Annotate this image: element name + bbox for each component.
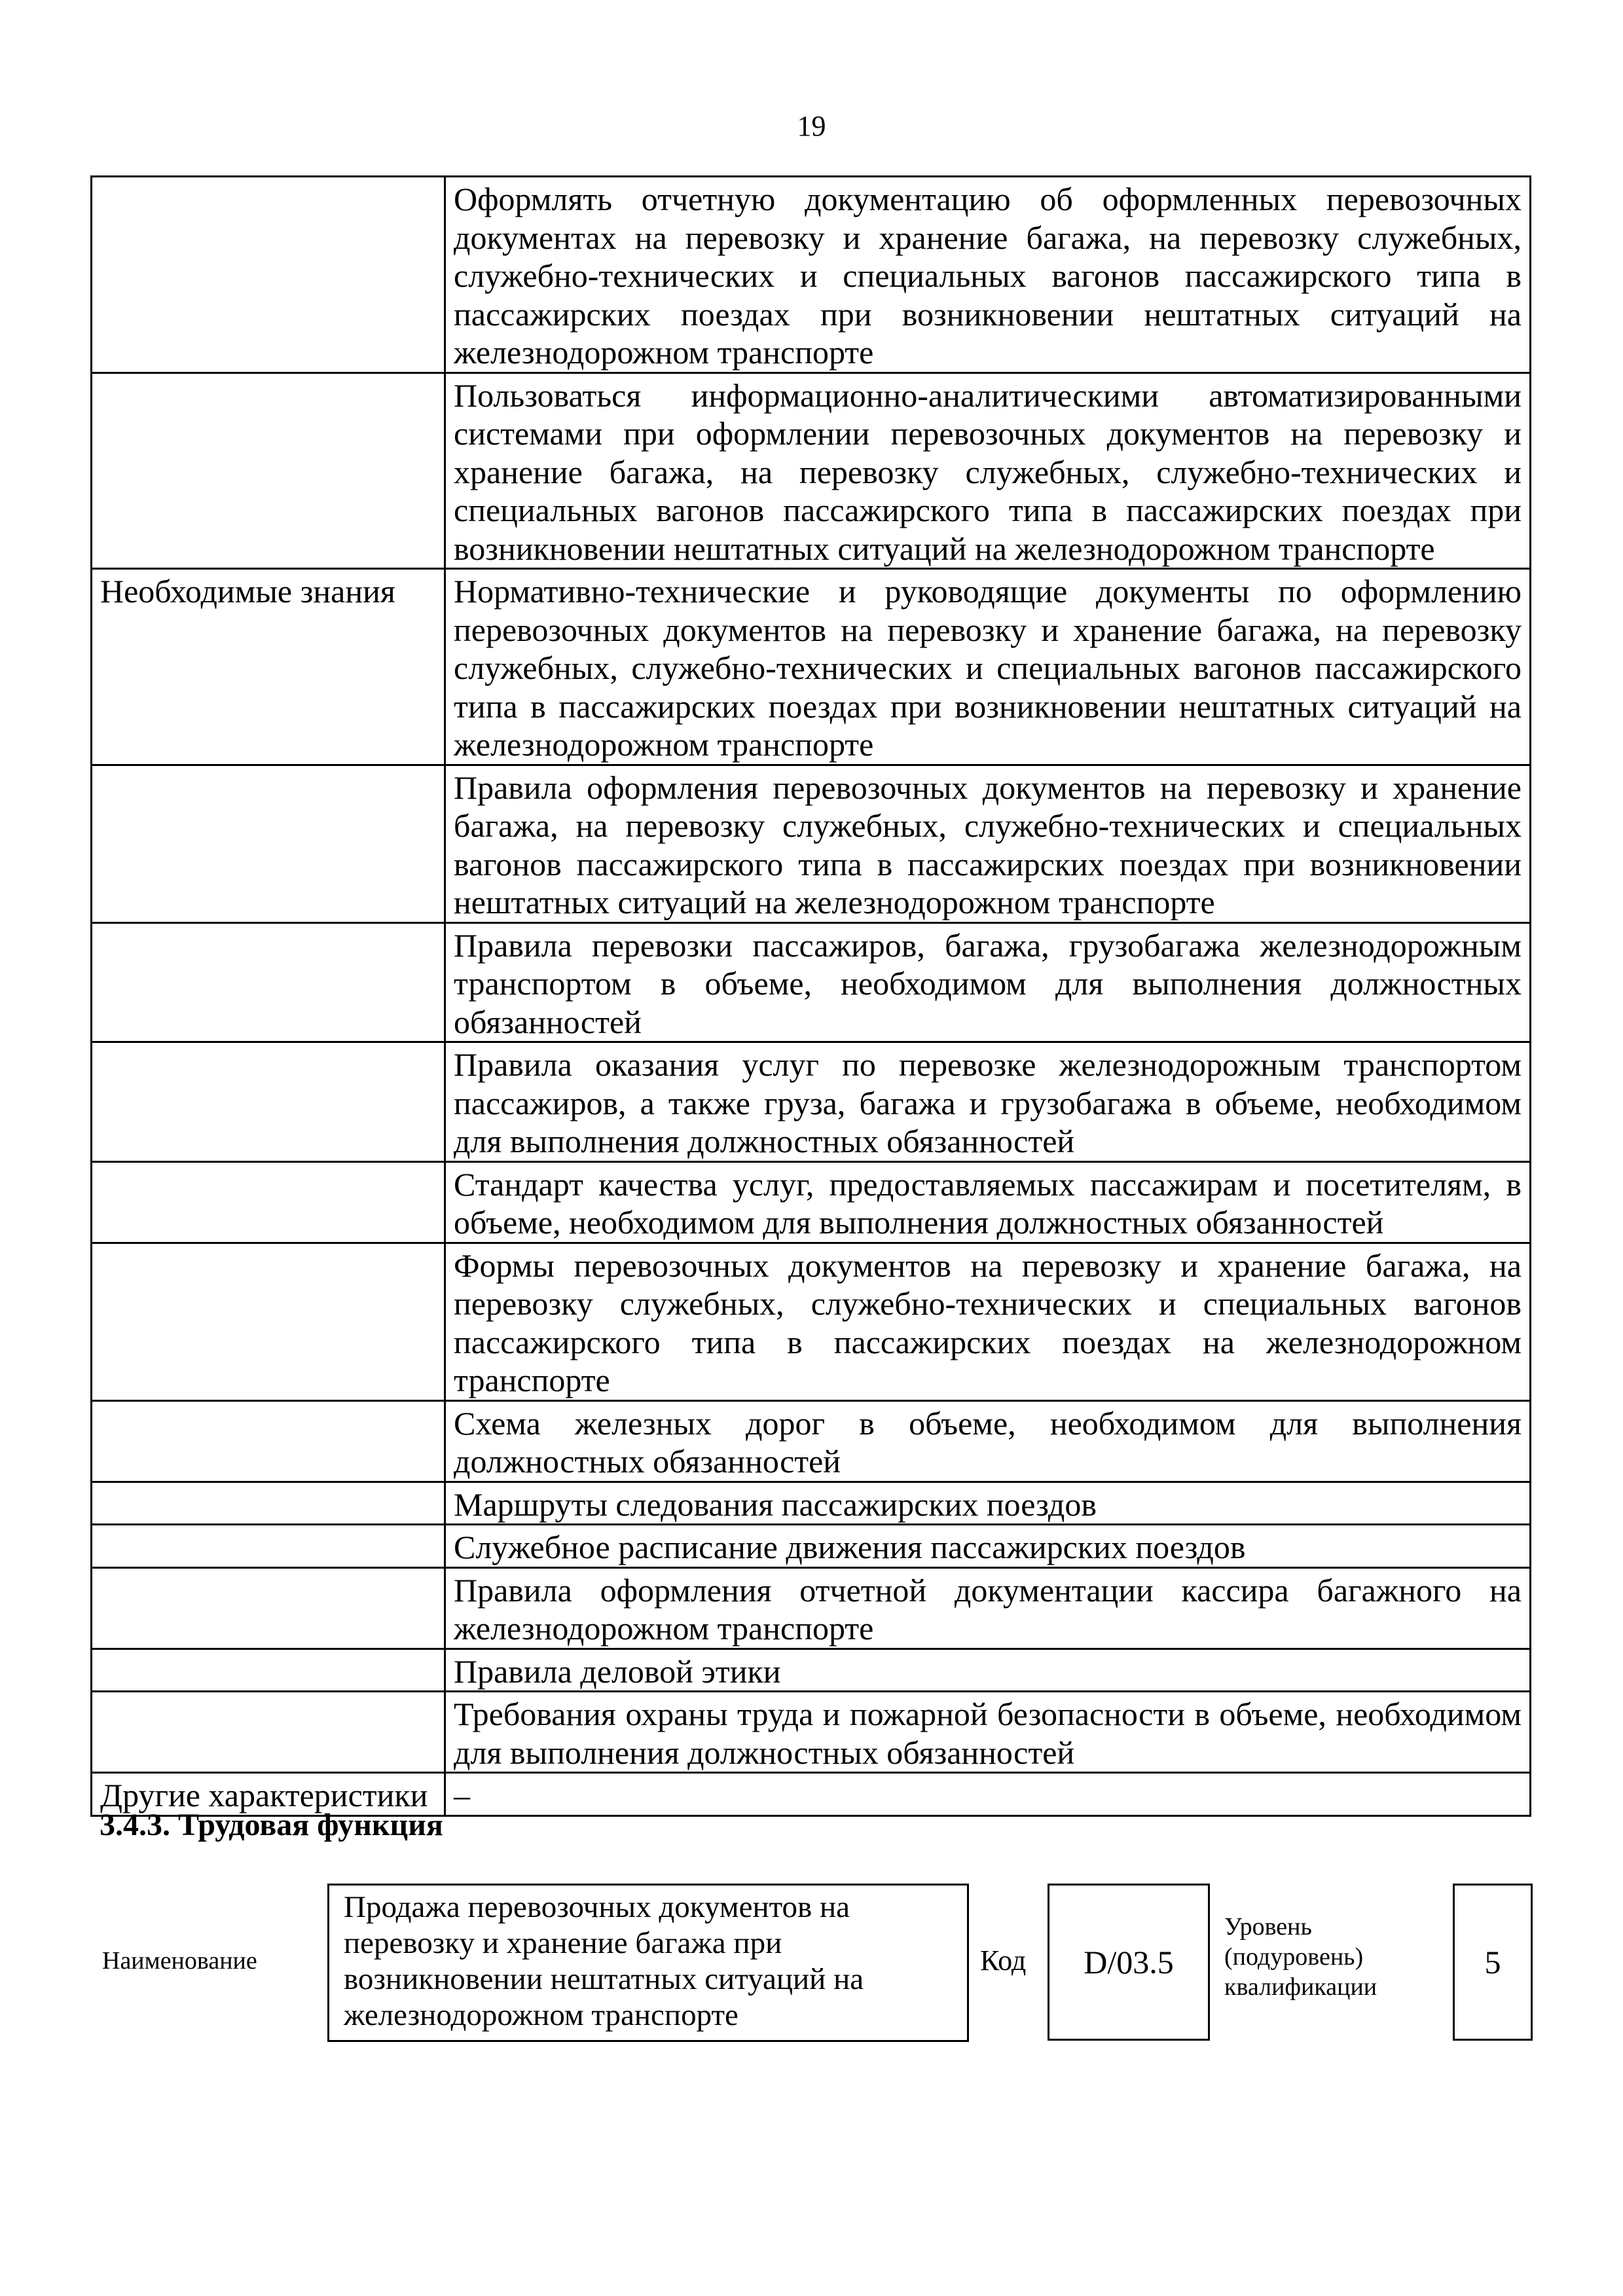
- row-text: Правила перевозки пассажиров, багажа, грузобагажа железнодорожным транспортом в объеме, необходимом для выполнения должностных обязанностей: [445, 922, 1531, 1042]
- row-text: Требования охраны труда и пожарной безопасности в объеме, необходимом для выполнения должностных обязанностей: [445, 1692, 1531, 1773]
- table-row: [92, 1525, 1531, 1568]
- row-text: Схема железных дорог в объеме, необходимом для выполнения должностных обязанностей: [445, 1400, 1531, 1482]
- row-label: [92, 1525, 445, 1568]
- row-text: –: [445, 1773, 1531, 1816]
- table-row: [92, 1161, 1531, 1243]
- row-label: [92, 1042, 445, 1162]
- level-value: 5: [1453, 1884, 1533, 2041]
- row-label: [92, 1482, 445, 1525]
- name-label: Наименование: [102, 1947, 257, 1975]
- row-label: [92, 1400, 445, 1482]
- row-label-other: Другие характеристики: [92, 1773, 445, 1816]
- row-label: [92, 765, 445, 922]
- table-row: [92, 1482, 1531, 1525]
- row-text: Правила деловой этики: [445, 1649, 1531, 1692]
- row-text: Правила оформления перевозочных документов на перевозку и хранение багажа, на перевозку служебных, служебно-технических и специальных вагонов пассажирского типа в пассажирских поездах при возникновении нештатных ситуаций на железнодорожном транспорте: [445, 765, 1531, 922]
- code-value: D/03.5: [1048, 1884, 1210, 2041]
- section-heading: 3.4.3. Трудовая функция: [100, 1808, 443, 1842]
- row-text: Пользоваться информационно-аналитическими автоматизированными системами при оформлении перевозочных документов на перевозку и хранение багажа, на перевозку служебных, служебно-технических и специальных вагонов пассажирского типа в пассажирских поездах при возникновении нештатных ситуаций на железнодорожном транспорте: [445, 373, 1531, 569]
- code-label: Код: [980, 1944, 1027, 1977]
- table-row: [92, 1042, 1531, 1162]
- row-label: [92, 373, 445, 569]
- table-row: [92, 765, 1531, 922]
- row-label: [92, 1567, 445, 1649]
- table-row: [92, 1400, 1531, 1482]
- row-text: Маршруты следования пассажирских поездов: [445, 1482, 1531, 1525]
- level-label: Уровень (подуровень) квалификации: [1224, 1913, 1377, 2001]
- row-label: [92, 1161, 445, 1243]
- row-text: Формы перевозочных документов на перевозку и хранение багажа, на перевозку служебных, служебно-технических и специальных вагонов пассажирского типа в пассажирских поездах на железнодорожном транспорте: [445, 1243, 1531, 1400]
- table-row: [92, 1567, 1531, 1649]
- row-label: [92, 177, 445, 373]
- table-row: [92, 1692, 1531, 1773]
- table-row: [92, 177, 1531, 373]
- row-text: Стандарт качества услуг, предоставляемых пассажирам и посетителям, в объеме, необходимом для выполнения должностных обязанностей: [445, 1161, 1531, 1243]
- name-value: Продажа перевозочных документов на перевозку и хранение багажа при возникновении нештатных ситуаций на железнодорожном транспорте: [327, 1884, 969, 2042]
- row-label: [92, 1243, 445, 1400]
- row-text: Правила оказания услуг по перевозке железнодорожным транспортом пассажиров, а также груза, багажа и грузобагажа в объеме, необходимом для выполнения должностных обязанностей: [445, 1042, 1531, 1162]
- row-label-knowledge: Необходимые знания: [92, 569, 445, 765]
- row-label: [92, 1649, 445, 1692]
- table-row: [92, 1649, 1531, 1692]
- row-text: Служебное расписание движения пассажирских поездов: [445, 1525, 1531, 1568]
- table-row: [92, 569, 1531, 765]
- row-label: [92, 1692, 445, 1773]
- table-row: [92, 922, 1531, 1042]
- knowledge-table: [90, 175, 1531, 1817]
- page-number: 19: [797, 110, 826, 142]
- row-text: Правила оформления отчетной документации кассира багажного на железнодорожном транспорте: [445, 1567, 1531, 1649]
- row-text: Нормативно-технические и руководящие документы по оформлению перевозочных документов на перевозку и хранение багажа, на перевозку служебных, служебно-технических и специальных вагонов пассажирского типа в пассажирских поездах при возникновении нештатных ситуаций на железнодорожном транспорте: [445, 569, 1531, 765]
- row-label: [92, 922, 445, 1042]
- row-text: Оформлять отчетную документацию об оформленных перевозочных документах на перевозку и хранение багажа, на перевозку служебных, служебно-технических и специальных вагонов пассажирского типа в пассажирских поездах при возникновении нештатных ситуаций на железнодорожном транспорте: [445, 177, 1531, 373]
- table-row: [92, 373, 1531, 569]
- table-row: [92, 1243, 1531, 1400]
